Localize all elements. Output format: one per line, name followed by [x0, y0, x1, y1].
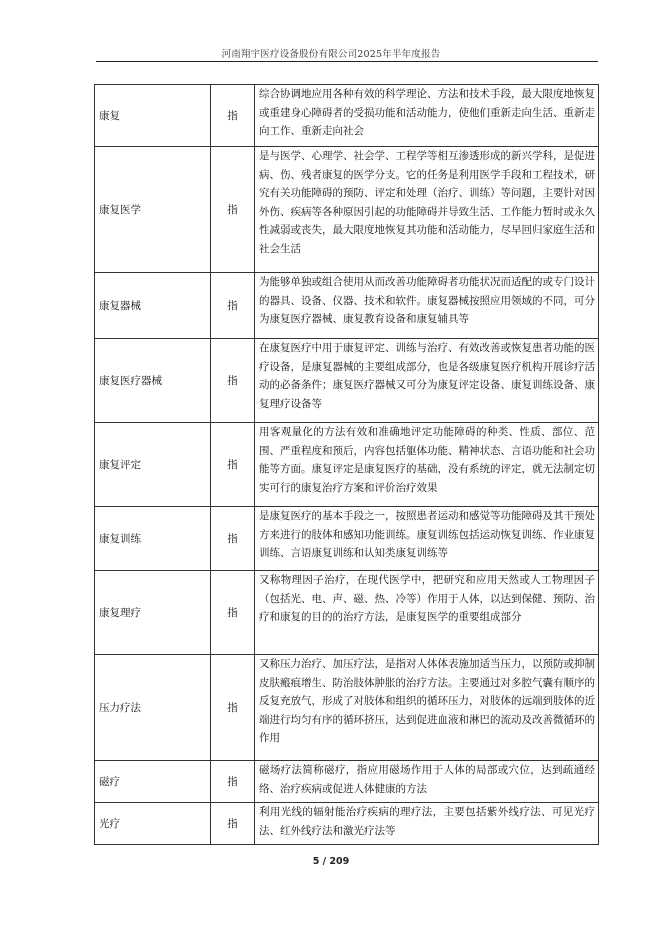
- ref-cell: 指: [211, 339, 255, 423]
- definition-cell: 又称压力治疗、加压疗法，是指对人体体表施加适当压力，以预防或抑制皮肤瘢痕增生、防治肢体肿胀的治疗方法。主要通过对多腔气囊有顺序的反复充放气，形成了对肢体和组织的循环压力，对肢体的远端到肢体的近端进行均匀有序的循环挤压，达到促进血液和淋巴的流动及改善微循环的作用: [255, 655, 599, 761]
- term-cell: 康复评定: [95, 423, 211, 507]
- ref-cell: 指: [211, 147, 255, 273]
- ref-cell: 指: [211, 85, 255, 147]
- ref-cell: 指: [211, 655, 255, 761]
- table-row: [95, 761, 599, 803]
- ref-cell: 指: [211, 761, 255, 803]
- ref-cell: 指: [211, 803, 255, 845]
- ref-cell: 指: [211, 507, 255, 571]
- page-header: 河南翔宇医疗设备股份有限公司2025年半年度报告: [221, 49, 441, 60]
- table-row: [95, 273, 599, 339]
- definition-cell: 为能够单独或组合使用从而改善功能障碍者功能状况而适配的或专门设计的器具、设备、仪器、技术和软件。康复器械按照应用领域的不同，可分为康复医疗器械、康复教育设备和康复辅具等: [255, 273, 599, 339]
- ref-cell: 指: [211, 571, 255, 655]
- table-row: [95, 147, 599, 273]
- definition-cell: 在康复医疗中用于康复评定、训练与治疗、有效改善或恢复患者功能的医疗设备，是康复器械的主要组成部分，也是各级康复医疗机构开展诊疗活动的必备条件；康复医疗器械又可分为康复评定设备、康复训练设备、康复理疗设备等: [255, 339, 599, 423]
- term-cell: 康复器械: [95, 273, 211, 339]
- table-row: [95, 423, 599, 507]
- term-cell: 康复: [95, 85, 211, 147]
- term-cell: 磁疗: [95, 761, 211, 803]
- definition-cell: 利用光线的辐射能治疗疾病的理疗法，主要包括紫外线疗法、可见光疗法、红外线疗法和激光疗法等: [255, 803, 599, 845]
- table-row: [95, 339, 599, 423]
- ref-cell: 指: [211, 423, 255, 507]
- header-divider: [96, 61, 598, 62]
- definition-cell: 是康复医疗的基本手段之一，按照患者运动和感觉等功能障碍及其干预处方来进行的肢体和感知功能训练。康复训练包括运动恢复训练、作业康复训练、言语康复训练和认知类康复训练等: [255, 507, 599, 571]
- term-cell: 康复医疗器械: [95, 339, 211, 423]
- definition-cell: 又称物理因子治疗，在现代医学中，把研究和应用天然或人工物理因子（包括光、电、声、磁、热、冷等）作用于人体，以达到保健、预防、治疗和康复的目的的治疗方法，是康复医学的重要组成部分: [255, 571, 599, 655]
- table-row: [95, 85, 599, 147]
- definition-cell: 用客观量化的方法有效和准确地评定功能障碍的种类、性质、部位、范围、严重程度和预后，内容包括躯体功能、精神状态、言语功能和社会功能等方面。康复评定是康复医疗的基础，没有系统的评定，就无法制定切实可行的康复治疗方案和评价治疗效果: [255, 423, 599, 507]
- table-row: [95, 655, 599, 761]
- definition-cell: 磁场疗法简称磁疗，指应用磁场作用于人体的局部或穴位，达到疏通经络、治疗疾病或促进人体健康的方法: [255, 761, 599, 803]
- term-cell: 光疗: [95, 803, 211, 845]
- term-cell: 康复理疗: [95, 571, 211, 655]
- table-row: [95, 803, 599, 845]
- definitions-table: [94, 84, 599, 845]
- term-cell: 康复训练: [95, 507, 211, 571]
- ref-cell: 指: [211, 273, 255, 339]
- definition-cell: 是与医学、心理学、社会学、工程学等相互渗透形成的新兴学科，是促进病、伤、残者康复的医学分支。它的任务是利用医学手段和工程技术，研究有关功能障碍的预防、评定和处理（治疗、训练）等问题，主要针对因外伤、疾病等各种原因引起的功能障碍并导致生活、工作能力暂时或永久性减弱或丧失，最大限度地恢复其功能和活动能力，尽早回归家庭生活和社会生活: [255, 147, 599, 273]
- table-row: [95, 571, 599, 655]
- term-cell: 康复医学: [95, 147, 211, 273]
- definition-cell: 综合协调地应用各种有效的科学理论、方法和技术手段，最大限度地恢复或重建身心障碍者的受损功能和活动能力，使他们重新走向生活、重新走向工作、重新走向社会: [255, 85, 599, 147]
- table-row: [95, 507, 599, 571]
- page-number: 5 / 209: [312, 856, 350, 867]
- term-cell: 压力疗法: [95, 655, 211, 761]
